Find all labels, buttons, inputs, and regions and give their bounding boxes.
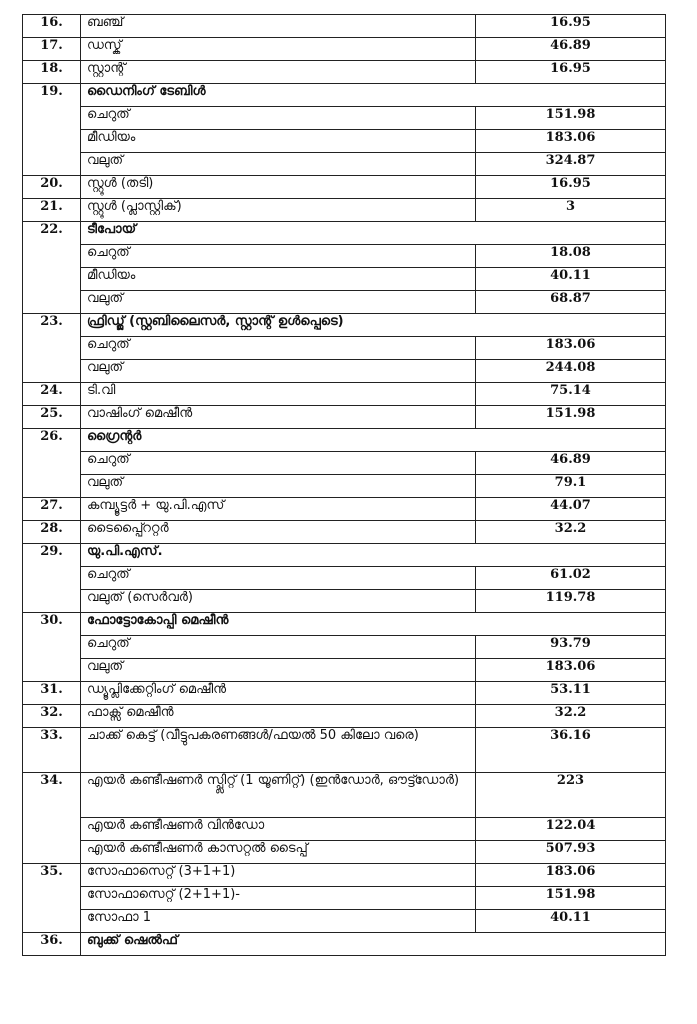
sub-item-rate: 93.79 (476, 636, 666, 659)
table-subrow (23, 567, 666, 590)
item-heading: യു.പി.എസ്. (81, 544, 666, 567)
table-row (23, 728, 666, 773)
sub-item-name: മീഡിയം (81, 130, 476, 153)
serial-number: 17. (23, 38, 81, 61)
sub-item-rate: 183.06 (476, 337, 666, 360)
table-subrow (23, 910, 666, 933)
item-rate: 3 (476, 199, 666, 222)
item-heading: ഫ്രിഡ്ജ് (സ്റ്റബിലൈസർ, സ്റ്റാന്റ് ഉൾപ്പെടെ) (81, 314, 666, 337)
sub-item-rate: 46.89 (476, 452, 666, 475)
table-row (23, 933, 666, 956)
table-row (23, 613, 666, 636)
rate-table-body (23, 15, 666, 956)
table-subrow (23, 360, 666, 383)
table-subrow (23, 130, 666, 153)
item-rate: 223 (476, 773, 666, 818)
item-name: ബഞ്ച് (81, 15, 476, 38)
serial-number: 20. (23, 176, 81, 199)
serial-number: 26. (23, 429, 81, 498)
sub-item-rate: 244.08 (476, 360, 666, 383)
item-rate: 16.95 (476, 15, 666, 38)
table-row (23, 176, 666, 199)
item-name: ടൈപ്പ്റൈറ്റർ (81, 521, 476, 544)
sub-item-rate: 40.11 (476, 268, 666, 291)
table-row (23, 498, 666, 521)
table-subrow (23, 291, 666, 314)
item-name: കമ്പ്യൂട്ടർ + യു.പി.എസ് (81, 498, 476, 521)
sub-item-rate: 40.11 (476, 910, 666, 933)
serial-number: 18. (23, 61, 81, 84)
sub-item-name: ചെറുത് (81, 452, 476, 475)
sub-item-name: വലുത് (81, 360, 476, 383)
table-subrow (23, 841, 666, 864)
serial-number: 32. (23, 705, 81, 728)
serial-number: 29. (23, 544, 81, 613)
sub-item-rate: 68.87 (476, 291, 666, 314)
table-row (23, 222, 666, 245)
table-subrow (23, 153, 666, 176)
item-heading: ബുക്ക് ഷെൽഫ് (81, 933, 666, 956)
item-rate: 53.11 (476, 682, 666, 705)
table-subrow (23, 475, 666, 498)
sub-item-name: സോഫാസെറ്റ് (2+1+1)- (81, 887, 476, 910)
sub-item-rate: 119.78 (476, 590, 666, 613)
item-heading: ഫോട്ടോകോപ്പി മെഷീൻ (81, 613, 666, 636)
serial-number: 30. (23, 613, 81, 682)
sub-item-name: വലുത് (സെർവർ) (81, 590, 476, 613)
item-name: സോഫാസെറ്റ് (3+1+1) (81, 864, 476, 887)
table-subrow (23, 337, 666, 360)
serial-number: 33. (23, 728, 81, 773)
item-name: ടി.വി (81, 383, 476, 406)
rate-table (22, 14, 666, 956)
item-name: വാഷിംഗ് മെഷീൻ (81, 406, 476, 429)
table-row (23, 383, 666, 406)
item-name: ഡസ്ക് (81, 38, 476, 61)
table-row (23, 61, 666, 84)
table-row (23, 429, 666, 452)
item-rate: 183.06 (476, 864, 666, 887)
item-name: എയർ കണ്ടീഷണർ സ്പ്ലിറ്റ് (1 യൂണിറ്റ്) (ഇൻഡോർ, ഔട്ട്ഡോർ) (81, 773, 476, 818)
item-name: ചാക്ക് കെട്ട് (വീട്ടുപകരണങ്ങൾ/ഫയൽ 50 കിലോ വരെ) (81, 728, 476, 773)
sub-item-rate: 151.98 (476, 887, 666, 910)
sub-item-rate: 183.06 (476, 130, 666, 153)
sub-item-name: വലുത് (81, 153, 476, 176)
sub-item-name: ചെറുത് (81, 636, 476, 659)
item-name: സ്റ്റൂൾ (തടി) (81, 176, 476, 199)
sub-item-name: ചെറുത് (81, 107, 476, 130)
item-rate: 151.98 (476, 406, 666, 429)
table-row (23, 406, 666, 429)
serial-number: 16. (23, 15, 81, 38)
table-row (23, 84, 666, 107)
serial-number: 23. (23, 314, 81, 383)
table-subrow (23, 818, 666, 841)
table-subrow (23, 636, 666, 659)
serial-number: 19. (23, 84, 81, 176)
sub-item-rate: 324.87 (476, 153, 666, 176)
table-subrow (23, 107, 666, 130)
table-row (23, 38, 666, 61)
sub-item-name: ചെറുത് (81, 567, 476, 590)
item-rate: 32.2 (476, 521, 666, 544)
table-subrow (23, 659, 666, 682)
table-subrow (23, 245, 666, 268)
item-rate: 46.89 (476, 38, 666, 61)
sub-item-name: ചെറുത് (81, 337, 476, 360)
table-row (23, 314, 666, 337)
sub-item-name: ചെറുത് (81, 245, 476, 268)
table-row (23, 773, 666, 818)
serial-number: 22. (23, 222, 81, 314)
table-subrow (23, 887, 666, 910)
item-heading: ഡൈനിംഗ് ടേബിൾ (81, 84, 666, 107)
sub-item-name: സോഫാ 1 (81, 910, 476, 933)
sub-item-rate: 61.02 (476, 567, 666, 590)
serial-number: 28. (23, 521, 81, 544)
sub-item-name: വലുത് (81, 659, 476, 682)
sub-item-rate: 151.98 (476, 107, 666, 130)
sub-item-name: വലുത് (81, 475, 476, 498)
table-row (23, 705, 666, 728)
item-name: സ്റ്റാന്റ് (81, 61, 476, 84)
item-rate: 16.95 (476, 61, 666, 84)
item-name: സ്റ്റൂൾ (പ്ലാസ്റ്റിക്) (81, 199, 476, 222)
item-rate: 44.07 (476, 498, 666, 521)
serial-number: 34. (23, 773, 81, 864)
item-rate: 75.14 (476, 383, 666, 406)
sub-item-name: എയർ കണ്ടീഷണർ കാസറ്റൽ ടൈപ്പ് (81, 841, 476, 864)
serial-number: 21. (23, 199, 81, 222)
table-subrow (23, 590, 666, 613)
table-row (23, 199, 666, 222)
serial-number: 36. (23, 933, 81, 956)
sub-item-rate: 183.06 (476, 659, 666, 682)
table-subrow (23, 268, 666, 291)
item-rate: 32.2 (476, 705, 666, 728)
sub-item-name: മീഡിയം (81, 268, 476, 291)
table-subrow (23, 452, 666, 475)
serial-number: 31. (23, 682, 81, 705)
sub-item-rate: 507.93 (476, 841, 666, 864)
table-row (23, 682, 666, 705)
item-heading: ടീപോയ് (81, 222, 666, 245)
item-rate: 36.16 (476, 728, 666, 773)
serial-number: 25. (23, 406, 81, 429)
table-row (23, 521, 666, 544)
sub-item-rate: 18.08 (476, 245, 666, 268)
sub-item-name: വലുത് (81, 291, 476, 314)
serial-number: 27. (23, 498, 81, 521)
serial-number: 35. (23, 864, 81, 933)
table-row (23, 864, 666, 887)
table-row (23, 15, 666, 38)
item-heading: ഗ്രൈന്റർ (81, 429, 666, 452)
sub-item-rate: 122.04 (476, 818, 666, 841)
serial-number: 24. (23, 383, 81, 406)
item-rate: 16.95 (476, 176, 666, 199)
table-row (23, 544, 666, 567)
item-name: ഡ്യൂപ്ലിക്കേറ്റിംഗ് മെഷീൻ (81, 682, 476, 705)
item-name: ഫാക്സ് മെഷീൻ (81, 705, 476, 728)
sub-item-name: എയർ കണ്ടീഷണർ വിൻഡോ (81, 818, 476, 841)
sub-item-rate: 79.1 (476, 475, 666, 498)
